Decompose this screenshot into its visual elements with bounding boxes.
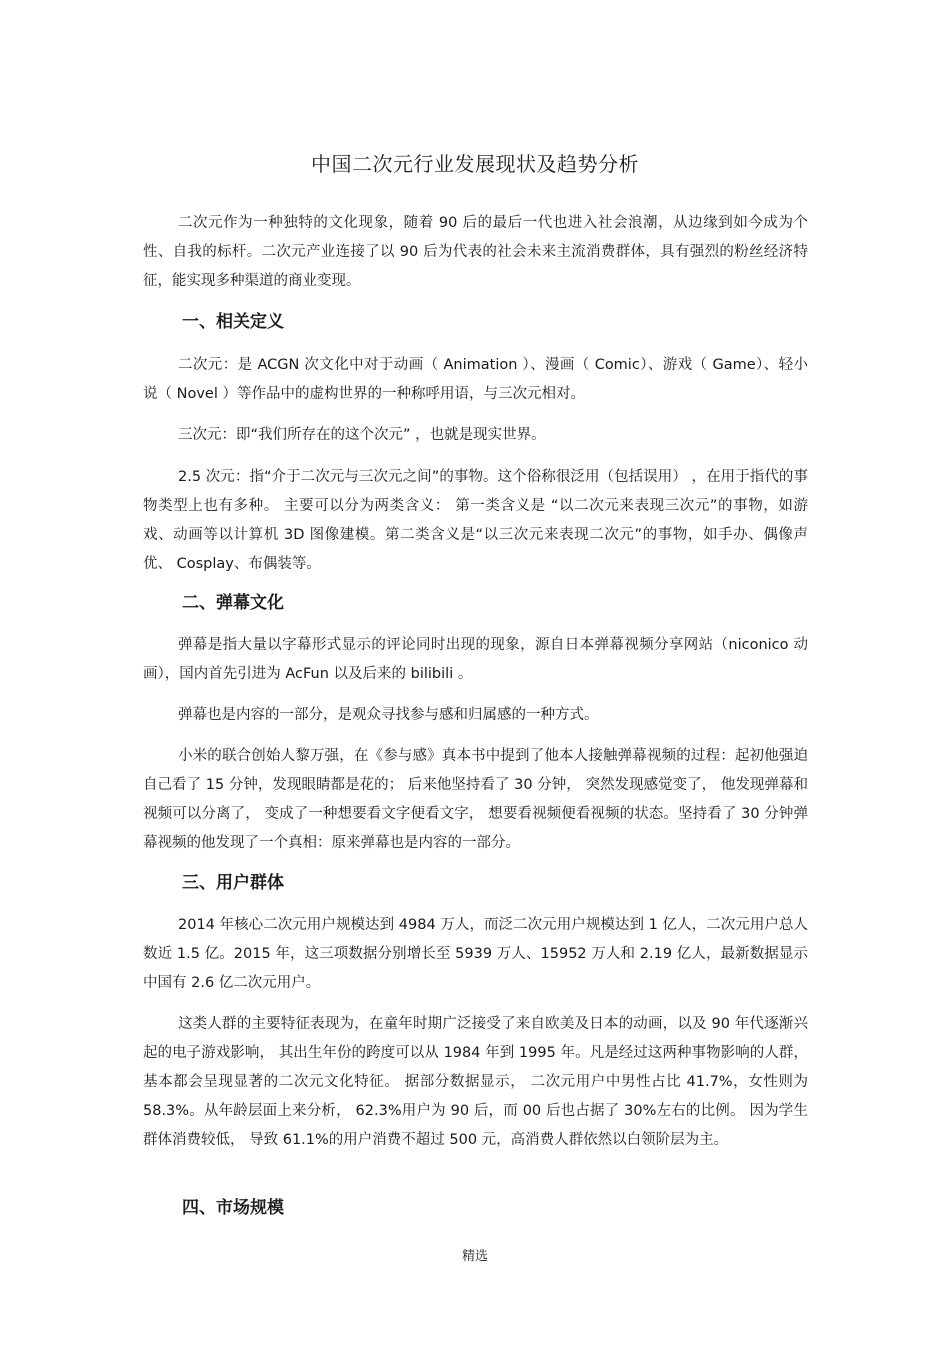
paragraph-definition-2-5d: 2.5 次元：指“介于二次元与三次元之间”的事物。这个俗称很泛用（包括误用） ，在用于指代的事物类型上也有多种。 主要可以分为两类含义： 第一类含义是 “以二次元来表现三次元”的事物，如游戏、动画等以计算机 3D 图像建模。第二类含义是“以三次元来表现二次元”的事物，如手办、偶像声优、 Cosplay、布偶装等。	[143, 469, 808, 572]
paragraph-intro: 二次元作为一种独特的文化现象，随着 90 后的最后一代也进入社会浪潮，从边缘到如今成为个性、自我的标杆。二次元产业连接了以 90 后为代表的社会未来主流消费群体，具有强烈的粉丝经济特征，能实现多种渠道的商业变现。	[143, 215, 808, 289]
paragraph-definition-2d: 二次元：是 ACGN 次文化中对于动画（ Animation ）、漫画（ Comic）、游戏（ Game）、轻小说（ Novel ）等作品中的虚构世界的一种称呼用语，与三次元相对。	[143, 357, 808, 402]
section-heading-definitions: 一、相关定义	[182, 312, 284, 332]
section-heading-danmu: 二、弹幕文化	[182, 593, 284, 613]
paragraph-users-features: 这类人群的主要特征表现为，在童年时期广泛接受了来自欧美及日本的动画，以及 90 年代逐渐兴起的电子游戏影响， 其出生年份的跨度可以从 1984 年到 1995 年。凡是经过这两种事物影响的人群， 基本都会呈现显著的二次元文化特征。 据部分数据显示， 二次元用户中男性占比 41.7%，女性则为 58.3%。从年龄层面上来分析， 62.3%用户为 90 后，而 00 后也占据了 30%左右的比例。 因为学生群体消费较低， 导致 61.1%的用户消费不超过 500 元，高消费人群依然以白领阶层为主。	[143, 1016, 808, 1148]
section-heading-users: 三、用户群体	[182, 873, 284, 893]
document-title: 中国二次元行业发展现状及趋势分析	[311, 152, 639, 176]
section-heading-market: 四、市场规模	[182, 1198, 284, 1218]
paragraph-danmu-story: 小米的联合创始人黎万强，在《参与感》真本书中提到了他本人接触弹幕视频的过程：起初他强迫自己看了 15 分钟，发现眼睛都是花的； 后来他坚持看了 30 分钟， 突然发现感觉变了， 他发现弹幕和视频可以分离了， 变成了一种想要看文字便看文字， 想要看视频便看视频的状态。坚持看了 30 分钟弹幕视频的他发现了一个真相：原来弹幕也是内容的一部分。	[143, 748, 808, 851]
paragraph-danmu-intro: 弹幕是指大量以字幕形式显示的评论同时出现的现象，源自日本弹幕视频分享网站（niconico 动画），国内首先引进为 AcFun 以及后来的 bilibili 。	[143, 637, 808, 682]
paragraph-definition-3d: 三次元：即“我们所存在的这个次元” ，也就是现实世界。	[178, 427, 546, 443]
page-footer: 精选	[461, 1249, 488, 1264]
paragraph-danmu-content: 弹幕也是内容的一部分，是观众寻找参与感和归属感的一种方式。	[178, 707, 599, 723]
paragraph-users-scale: 2014 年核心二次元用户规模达到 4984 万人，而泛二次元用户规模达到 1 亿人，二次元用户总人数近 1.5 亿。2015 年，这三项数据分别增长至 5939 万人、15952 万人和 2.19 亿人，最新数据显示中国有 2.6 亿二次元用户。	[143, 917, 808, 991]
